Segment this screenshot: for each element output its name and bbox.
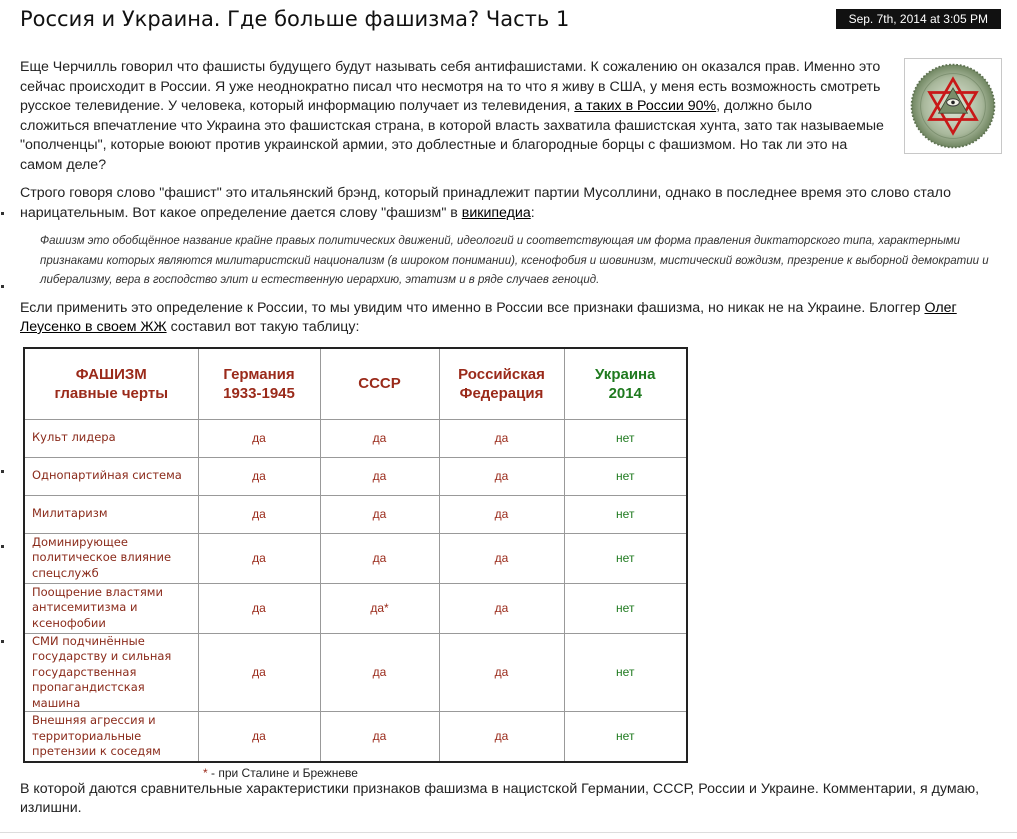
table-row: [24, 533, 687, 583]
cell-russia: да: [439, 533, 564, 583]
table-header-row: [24, 348, 687, 420]
row-label: Культ лидера: [24, 419, 198, 457]
tv-audience-link[interactable]: а таких в России 90%: [574, 98, 717, 114]
row-label: Поощрение властями антисемитизма и ксенофобии: [24, 583, 198, 633]
row-label: Доминирующее политическое влияние спецслужб: [24, 533, 198, 583]
margin-marker: [1, 545, 4, 548]
table-intro-text-a: Если применить это определение к России, то мы увидим что именно в России все признаки фашизма, но никак не на Украине. Блоггер: [20, 299, 925, 316]
intro-text-b: , должно было сложиться впечатление что Украина это фашистская страна, в которой власть захватила фашистская хунта, зато так называемые "ополченцы", которые воюют против украинской армии, это доблестные и благородные борцы с фашизмом. Но так ли это на самом деле?: [20, 98, 884, 173]
eye-of-providence-star-of-david-icon: [907, 61, 999, 151]
cell-germany: да: [198, 712, 320, 762]
table-row: [24, 583, 687, 633]
margin-marker: [1, 470, 4, 473]
intro-text-a: Еще Черчилль говорил что фашисты будущего будут называть себя антифашистами. К сожалению он оказался прав. Именно это сейчас происходит в России. Я уже неоднократно писал что несмотря на то что я живу в США, у меня есть возможность смотреть русское телевидение. У человека, который информацию получает из телевидения,: [20, 59, 881, 114]
post-body: [20, 58, 1002, 828]
cell-germany: да: [198, 533, 320, 583]
cell-ukraine: нет: [564, 533, 687, 583]
margin-marker: [1, 640, 4, 643]
wikipedia-link[interactable]: википедиа: [461, 204, 531, 221]
cell-germany: да: [198, 633, 320, 712]
margin-marker: [1, 212, 4, 215]
table-row: [24, 712, 687, 762]
row-label: Внешняя агрессия и территориальные претензии к соседям: [24, 712, 198, 762]
conclusion-paragraph: В которой даются сравнительные характеристики признаков фашизма в нацистской Германии, СССР, России и Украине. Комментарии, я думаю, излишни.: [20, 780, 980, 816]
row-label: Однопартийная система: [24, 457, 198, 495]
post-thumbnail: [904, 58, 1002, 154]
footnote-text: - при Сталине и Брежневе: [207, 765, 358, 780]
fascism-comparison-table: [23, 347, 688, 763]
table-row: [24, 495, 687, 533]
cell-ussr: да: [320, 419, 439, 457]
row-label: СМИ подчинённые государству и сильная государственная пропагандистская машина: [24, 633, 198, 712]
header-features: ФАШИЗМ главные черты: [24, 348, 198, 420]
footnote-star: *: [203, 765, 208, 780]
cell-germany: да: [198, 583, 320, 633]
definition-paragraph: [20, 184, 1002, 223]
cell-ussr: да: [320, 712, 439, 762]
cell-ukraine: нет: [564, 419, 687, 457]
cell-russia: да: [439, 419, 564, 457]
header-germany: Германия 1933-1945: [198, 348, 320, 420]
header-ussr: СССР: [320, 348, 439, 420]
wikipedia-quote: Фашизм это обобщённое название крайне правых политических движений, идеологий и соответствующая им форма правления диктаторского типа, характерными признаками которых являются милитаристский национализм (в широком понимании), ксенофобия и шовинизм, мистический вождизм, презрение к выборной демократии и либерализму, вера в господство элит и естественную иерархию, этатизм и в ряде случаев геноцид.: [40, 235, 989, 286]
table-row: [24, 419, 687, 457]
cell-ussr: да: [320, 633, 439, 712]
cell-ukraine: нет: [564, 712, 687, 762]
table-intro-paragraph: [20, 299, 1002, 338]
cell-ussr: да*: [320, 583, 439, 633]
cell-ussr: да: [320, 457, 439, 495]
footer-divider: [0, 832, 1017, 833]
header-russia: Российская Федерация: [439, 348, 564, 420]
table-row: [24, 633, 687, 712]
blogger-link[interactable]: Олег Леусенко в своем ЖЖ: [20, 299, 957, 335]
cell-russia: да: [439, 583, 564, 633]
header-ukraine: Украина 2014: [564, 348, 687, 420]
cell-germany: да: [198, 419, 320, 457]
cell-ukraine: нет: [564, 583, 687, 633]
intro-paragraph: [20, 58, 885, 175]
post-header: [20, 6, 1001, 36]
post-title: Россия и Украина. Где больше фашизма? Часть 1: [20, 7, 570, 31]
definition-text-b: :: [530, 204, 535, 221]
cell-russia: да: [439, 457, 564, 495]
cell-russia: да: [439, 495, 564, 533]
comparison-table-wrapper: [23, 347, 686, 780]
cell-russia: да: [439, 633, 564, 712]
margin-marker: [1, 285, 4, 288]
definition-text-a: Строго говоря слово "фашист" это итальянский брэнд, который принадлежит партии Мусоллини, однако в последнее время это слово стало нарицательным. Вот какое определение дается слову "фашизм" в: [20, 185, 951, 221]
post-date-badge: Sep. 7th, 2014 at 3:05 PM: [836, 9, 1001, 29]
cell-ukraine: нет: [564, 633, 687, 712]
table-intro-text-b: составил вот такую таблицу:: [166, 319, 360, 335]
cell-ukraine: нет: [564, 495, 687, 533]
row-label: Милитаризм: [24, 495, 198, 533]
cell-ukraine: нет: [564, 457, 687, 495]
cell-ussr: да: [320, 495, 439, 533]
table-footnote: [203, 766, 686, 780]
cell-germany: да: [198, 457, 320, 495]
table-row: [24, 457, 687, 495]
cell-ussr: да: [320, 533, 439, 583]
cell-germany: да: [198, 495, 320, 533]
cell-russia: да: [439, 712, 564, 762]
